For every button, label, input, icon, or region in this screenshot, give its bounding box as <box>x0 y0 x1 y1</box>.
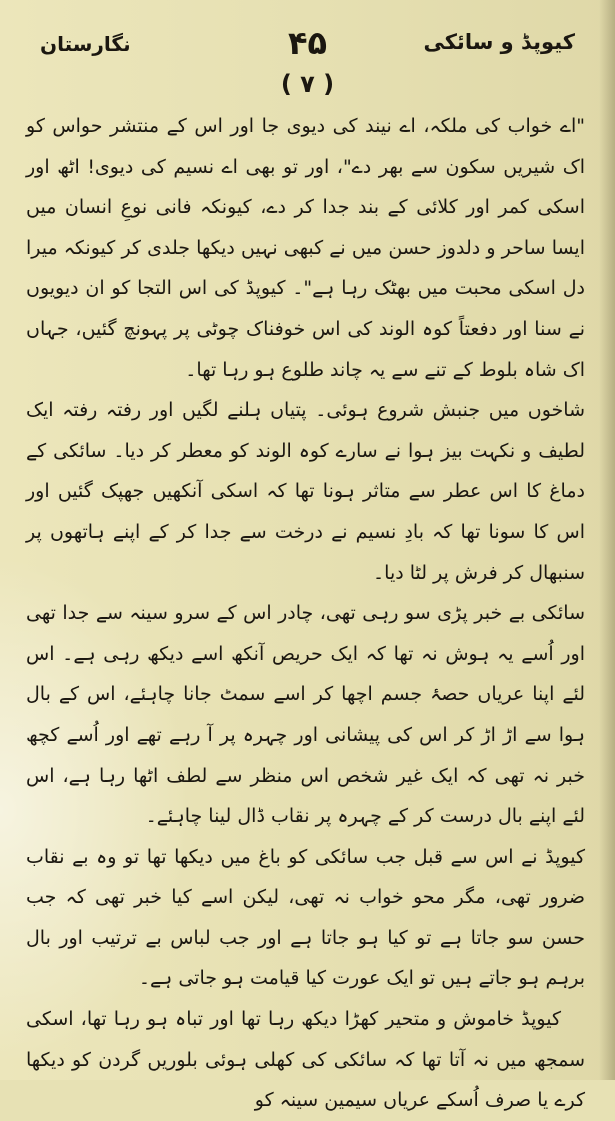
page-number: ۴۵ <box>287 24 328 62</box>
running-title: کیوپڈ و سائکی <box>423 30 575 54</box>
chapter-number: ( ۷ ) <box>280 70 335 98</box>
spine-shadow <box>599 0 615 1080</box>
paragraph-1: "اے خواب کی ملکہ، اے نیند کی دیوی جا اور اس کے منتشر حواس کو اک شیریں سکون سے بھر دے"، اور تو بھی اے نسیم کی دیوی! اٹھ اور اسکی کمر اور کلائی کے بند جدا کر دے، کیونکہ فانی نوعِ انسان میں ایسا ساحر و دلدوز حسن میں نے کبھی نہیں دیکھا جلدی کر کیونکہ میرا دل اسکی محبت میں بھٹک رہا ہے"۔ کیوپڈ کی اس التجا کو ان دیویوں نے سنا اور دفعتاً کوہ الوند کی اس خوفناک چوٹی پر پہونچ گئیں، جہاں اک شاہ بلوط کے تنے سے یہ چاند طلوع ہو رہا تھا۔ <box>26 115 585 381</box>
paragraph-2: شاخوں میں جنبش شروع ہوئی۔ پتیاں ہلنے لگیں اور رفتہ رفتہ ایک لطیف و نکہت بیز ہوا نے سارے کوہ الوند کو معطر کر دیا۔ سائکی کے دماغ کا اس عطر سے متاثر ہونا تھا کہ اسکی آنکھیں جھپک گئیں اور اس کا سونا تھا کہ بادِ نسیم نے درخت سے جدا کر کے اپنے ہاتھوں پر سنبھال کر فرش پر لٹا دیا۔ <box>26 399 585 584</box>
paragraph-5: کیوپڈ خاموش و متحیر کھڑا دیکھ رہا تھا اور تباہ ہو رہا تھا، اسکی سمجھ میں نہ آتا تھا کہ سائکی کی کھلی ہوئی بلوریں گردن کو دیکھا کرے یا صرف اُسکے عریاں سیمین سینہ کو <box>26 1008 585 1112</box>
magazine-name: نگارستان <box>40 32 131 56</box>
body-text <box>26 106 585 1121</box>
paragraph-3: سائکی بے خبر پڑی سو رہی تھی، چادر اس کے سرو سینہ سے جدا تھی اور اُسے یہ ہوش نہ تھا کہ ایک حریص آنکھ اسے دیکھ رہی ہے۔ اس لئے اپنا عریاں حصۂ جسم اچھا کر اسے سمٹ جانا چاہئے، اس کے بال ہوا سے اڑ اڑ کر اس کی پیشانی اور چہرہ پر آ رہے تھے اور اُسے کچھ خبر نہ تھی کہ ایک غیر شخص اس منظر سے لطف اٹھا رہا ہے، اس لئے اپنے بال درست کر کے چہرہ پر نقاب ڈال لینا چاہئے۔ <box>26 602 585 828</box>
paragraph-4: کیوپڈ نے اس سے قبل جب سائکی کو باغ میں دیکھا تھا تو وہ بے نقاب ضرور تھی، مگر محو خواب نہ تھی، لیکن اسے کیا خبر تھی کہ جب حسن سو جاتا ہے تو کیا ہو جاتا ہے اور جب لباس بے ترتیب اور بال برہم ہو جاتے ہیں تو ایک عورت کیا قیامت ہو جاتی ہے۔ <box>26 845 585 990</box>
page-header <box>22 24 593 72</box>
